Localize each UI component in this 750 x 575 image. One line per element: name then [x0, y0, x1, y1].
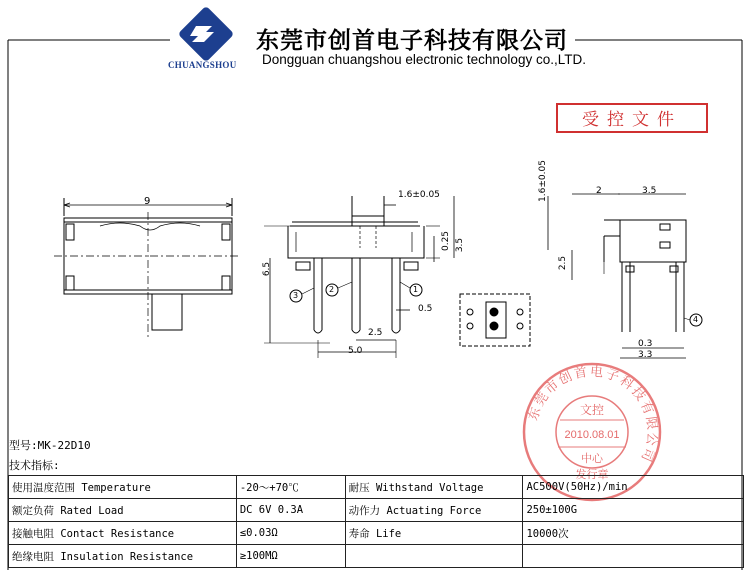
dim-label: 2: [596, 186, 602, 196]
spec-label: 耐压 Withstand Voltage: [345, 476, 523, 499]
tech-spec-title: 技术指标:: [9, 459, 60, 472]
company-name-en: Dongguan chuangshou electronic technology co.,LTD.: [262, 52, 586, 67]
spec-label: 寿命 Life: [345, 522, 523, 545]
pin-2-label: 2: [329, 285, 335, 294]
dim-label: 3.5: [455, 237, 466, 253]
pin-4-label: 4: [693, 315, 699, 324]
dim-label: 9: [144, 196, 151, 207]
controlled-document-stamp: 受控文件: [556, 103, 708, 133]
dim-label: 2.5: [558, 255, 569, 271]
seal-top-text: 文控: [579, 403, 605, 417]
spec-value: 10000次: [523, 522, 744, 545]
dim-label: 3.5: [642, 186, 657, 196]
table-row: [9, 545, 744, 568]
logo-text: CHUANGSHOU: [168, 60, 237, 70]
seal-bottom-text: 发行章: [575, 469, 609, 481]
spec-label: 动作力 Actuating Force: [345, 499, 523, 522]
dim-label: 0.3: [638, 339, 653, 349]
seal-center-text: 中心: [581, 453, 603, 465]
spec-label: 接触电阻 Contact Resistance: [9, 522, 237, 545]
spec-table: [8, 475, 744, 568]
dim-label: 6.5: [262, 261, 273, 277]
dim-label: 5.0: [348, 346, 363, 356]
dim-label: 1.6±0.05: [398, 190, 440, 200]
model-number: 型号:MK-22D10: [9, 439, 91, 452]
table-row: [9, 499, 744, 522]
seal-date-text: 2010.08.01: [564, 429, 620, 441]
company-name-cn: 东莞市创首电子科技有限公司: [256, 27, 568, 54]
dim-label: 3.3: [638, 350, 653, 360]
spec-value: -20～+70℃: [236, 476, 345, 499]
dim-label: 2.5: [368, 328, 383, 338]
spec-value: ≥100MΩ: [236, 545, 345, 568]
spec-value: AC500V(50Hz)/min: [523, 476, 744, 499]
dim-label: 0.25: [441, 230, 452, 252]
spec-value: DC 6V 0.3A: [236, 499, 345, 522]
spec-label: [345, 545, 523, 568]
dim-label: 1.6±0.05: [537, 160, 548, 202]
table-row: [9, 522, 744, 545]
pin-3-label: 3: [293, 291, 299, 300]
spec-value: [523, 545, 744, 568]
seal-ring-text: 东莞市创首电子科技有限公司: [525, 363, 661, 466]
pin-1-label: 1: [413, 285, 419, 294]
table-row: [9, 476, 744, 499]
spec-value: 250±100G: [523, 499, 744, 522]
spec-label: 额定负荷 Rated Load: [9, 499, 237, 522]
spec-value: ≤0.03Ω: [236, 522, 345, 545]
dim-label: 0.5: [418, 304, 433, 314]
spec-label: 绝缘电阻 Insulation Resistance: [9, 545, 237, 568]
spec-label: 使用温度范围 Temperature: [9, 476, 237, 499]
